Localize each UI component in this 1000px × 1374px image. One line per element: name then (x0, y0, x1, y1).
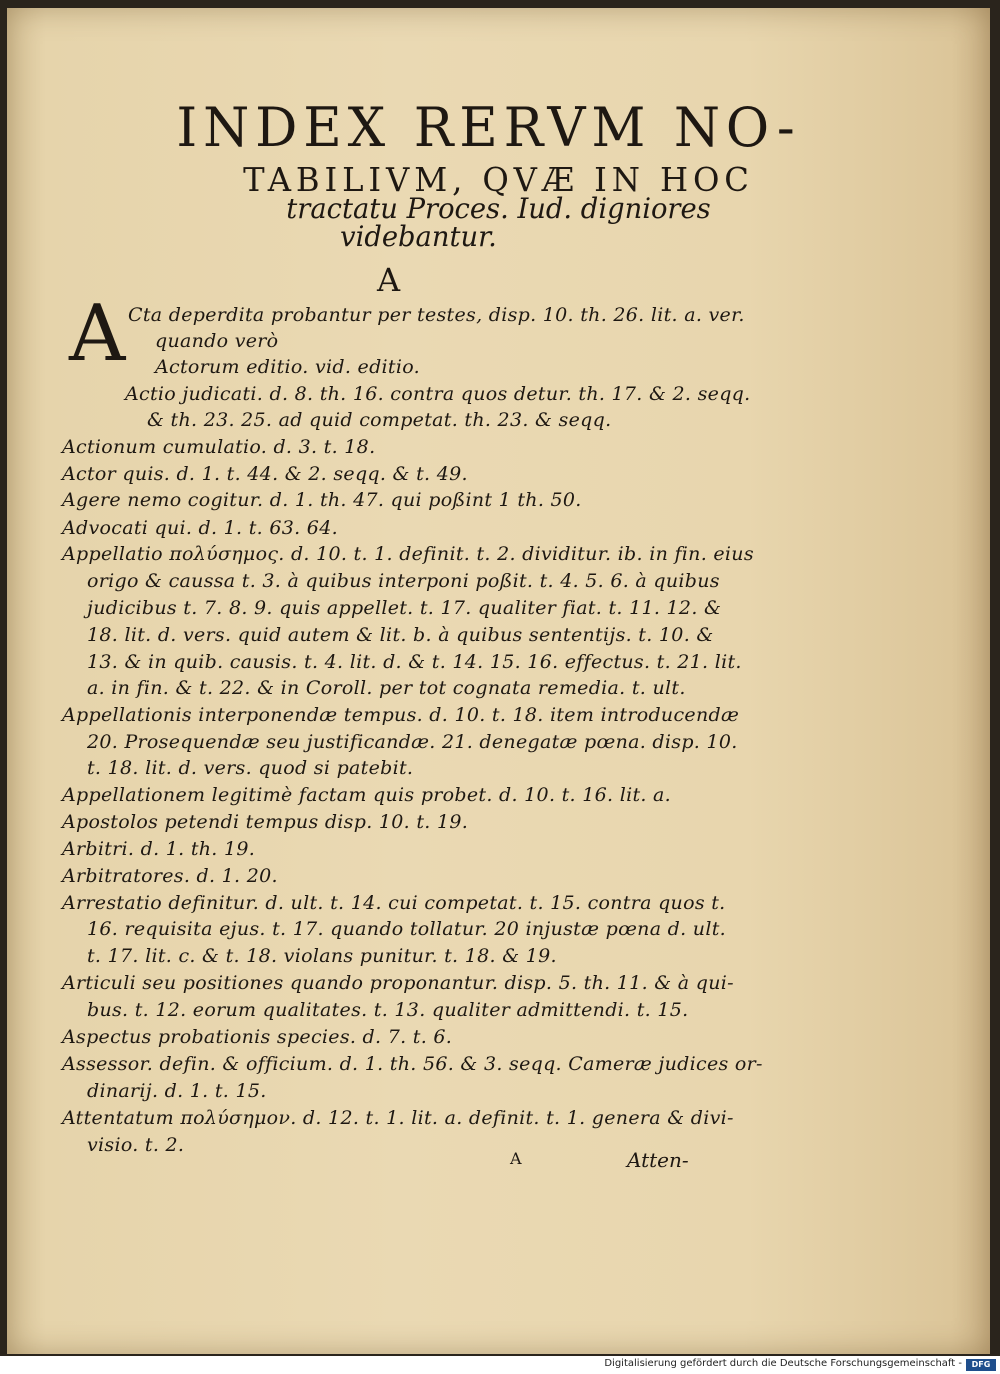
section-letter: A (377, 261, 401, 299)
index-entry-line: a. in fin. & t. 22. & in Coroll. per tot cognata remedia. t. ult. (87, 677, 686, 699)
index-entry-line: Appellationem legitimè factam quis probet. d. 10. t. 16. lit. a. (62, 784, 672, 806)
index-entry-line: Advocati qui. d. 1. t. 63. 64. (62, 517, 338, 539)
index-entry-line: dinarij. d. 1. t. 15. (87, 1080, 267, 1102)
index-entry-line: Assessor. defin. & officium. d. 1. th. 56. & 3. seqq. Cameræ judices or- (62, 1053, 763, 1075)
drop-capital: A (69, 289, 126, 379)
index-entry-line: Arbitri. d. 1. th. 19. (62, 838, 256, 860)
index-entry-line: bus. t. 12. eorum qualitates. t. 13. qualiter admittendi. t. 15. (87, 999, 689, 1021)
index-entry-line: 16. requisita ejus. t. 17. quando tollatur. 20 injustæ pœna d. ult. (87, 918, 726, 940)
index-entry-line: judicibus t. 7. 8. 9. quis appellet. t. 17. qualiter fiat. t. 11. 12. & (87, 597, 722, 619)
index-entry-line: Agere nemo cogitur. d. 1. th. 47. qui poßint 1 th. 50. (62, 489, 582, 511)
index-entry-line: origo & caussa t. 3. à quibus interponi poßit. t. 4. 5. 6. à quibus (87, 570, 720, 592)
index-entry-line: Articuli seu positiones quando proponantur. disp. 5. th. 11. & à qui- (62, 972, 734, 994)
index-title-line-3: tractatu Proces. Iud. digniores (286, 192, 711, 225)
index-entry-line: t. 18. lit. d. vers. quod si patebit. (87, 757, 414, 779)
index-entry-line: Cta deperdita probantur per testes, disp. 10. th. 26. lit. a. ver. (128, 304, 745, 326)
footer-credit: Digitalisierung gefördert durch die Deutsche Forschungsgemeinschaft - (604, 1358, 962, 1369)
index-entry-line: Actionum cumulatio. d. 3. t. 18. (62, 436, 376, 458)
index-entry-line: Arrestatio definitur. d. ult. t. 14. cui competat. t. 15. contra quos t. (62, 892, 726, 914)
index-entry-line: 18. lit. d. vers. quid autem & lit. b. à quibus sententijs. t. 10. & (87, 624, 714, 646)
index-entry-line: 20. Prosequendæ seu justificandæ. 21. denegatæ pœna. disp. 10. (87, 731, 738, 753)
index-title-line-4: videbantur. (340, 220, 497, 253)
index-entry-line: Actorum editio. vid. editio. (155, 356, 420, 378)
index-entry-line: & th. 23. 25. ad quid competat. th. 23. & seqq. (147, 409, 612, 431)
index-entry-line: Actio judicati. d. 8. th. 16. contra quos detur. th. 17. & 2. seqq. (125, 383, 751, 405)
catchword: Atten- (627, 1148, 689, 1172)
index-entry-line: Arbitratores. d. 1. 20. (62, 865, 278, 887)
index-entry-line: Appellatio πολύσημος. d. 10. t. 1. definit. t. 2. dividitur. ib. in fin. eius (62, 543, 754, 565)
index-entry-line: Apostolos petendi tempus disp. 10. t. 19. (62, 811, 469, 833)
index-entry-line: quando verò (155, 330, 279, 352)
index-entry-line: Appellationis interponendæ tempus. d. 10. t. 18. item introducendæ (62, 704, 740, 726)
dfg-logo-icon: DFG (966, 1359, 996, 1371)
index-title-line-2: TABILIVM, QVÆ IN HOC (243, 160, 754, 199)
index-title-line-1: INDEX RERVM NO- (176, 96, 801, 159)
index-entry-line: Attentatum πολύσημον. d. 12. t. 1. lit. a. definit. t. 1. genera & divi- (62, 1107, 734, 1129)
index-entry-line: 13. & in quib. causis. t. 4. lit. d. & t. 14. 15. 16. effectus. t. 21. lit. (87, 651, 742, 673)
footer-bar (0, 1357, 1000, 1374)
signature-mark: A (510, 1149, 522, 1168)
index-entry-line: t. 17. lit. c. & t. 18. violans punitur. t. 18. & 19. (87, 945, 557, 967)
index-entry-line: visio. t. 2. (87, 1134, 185, 1156)
index-entry-line: Aspectus probationis species. d. 7. t. 6. (62, 1026, 453, 1048)
book-page (7, 8, 990, 1354)
index-entry-line: Actor quis. d. 1. t. 44. & 2. seqq. & t. 49. (62, 463, 468, 485)
